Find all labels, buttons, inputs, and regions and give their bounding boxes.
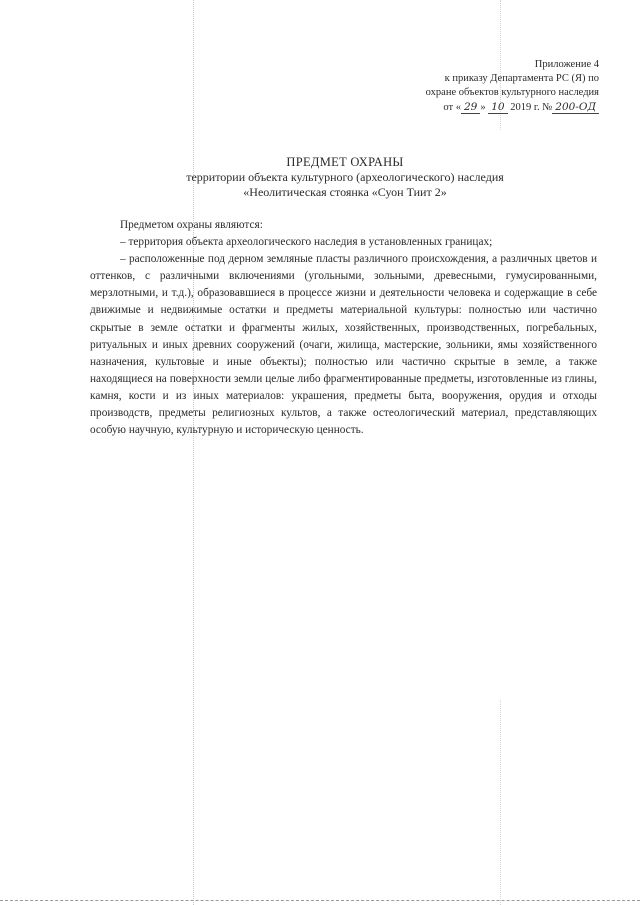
document-title (110, 155, 580, 200)
date-prefix: от « (443, 102, 461, 113)
document-body (90, 217, 597, 439)
appendix-number: Приложение 4 (534, 59, 599, 70)
title-subject: территории объекта культурного (археологического) наследия (186, 170, 504, 184)
scan-fold-line-lower (500, 700, 501, 905)
title-heading: ПРЕДМЕТ ОХРАНЫ (286, 155, 404, 169)
appendix-order-ref: к приказу Департамента РС (Я) по (444, 73, 599, 84)
page-bottom-edge (0, 900, 640, 901)
date-year: 2019 г. № (510, 102, 553, 113)
appendix-header (279, 58, 599, 115)
appendix-department: охране объектов культурного наследия (425, 87, 599, 98)
date-mid: » (480, 102, 486, 113)
appendix-date-line (279, 100, 599, 115)
body-item-territory: – территория объекта археологического наследия в установленных границах; (120, 236, 493, 249)
body-intro: Предметом охраны являются: (120, 219, 263, 231)
scan-fold-line (193, 0, 194, 905)
order-number-handwritten: 200-ОД (552, 101, 599, 114)
date-day-handwritten: 29 (461, 101, 480, 114)
body-item-layers: – расположенные под дерном земляные пласты различного происхождения, а различных цветов и оттенков, с различными включениями (угольными, зольными, древесными, гумусированными, мерзлотными, и т.д.), образовавшиеся в процессе жизни и деятельности человека и содержащие в себе движимые и недвижимые остатки и предметы материальной культуры: полностью или частично скрытые в земле остатки и фрагменты жилых, хозяйственных, производственных, погребальных, ритуальных и иных древних сооружений (очаги, жилища, мастерские, зольники, ямы хозяйственного назначения, культовые и иные объекты); полностью или частично скрытые в земле, а также находящиеся на поверхности земли целые либо фрагментированные предметы, изготовленные из глины, камня, кости и из иных материалов: украшения, предметы быта, вооружения, орудия и отходы производств, предметы религиозных культов, а также остеологический материал, представляющих особую научную, культурную и историческую ценность. (90, 253, 597, 437)
date-month-handwritten: 10 (488, 101, 507, 114)
title-object-name: «Неолитическая стоянка «Суон Тиит 2» (243, 185, 447, 199)
